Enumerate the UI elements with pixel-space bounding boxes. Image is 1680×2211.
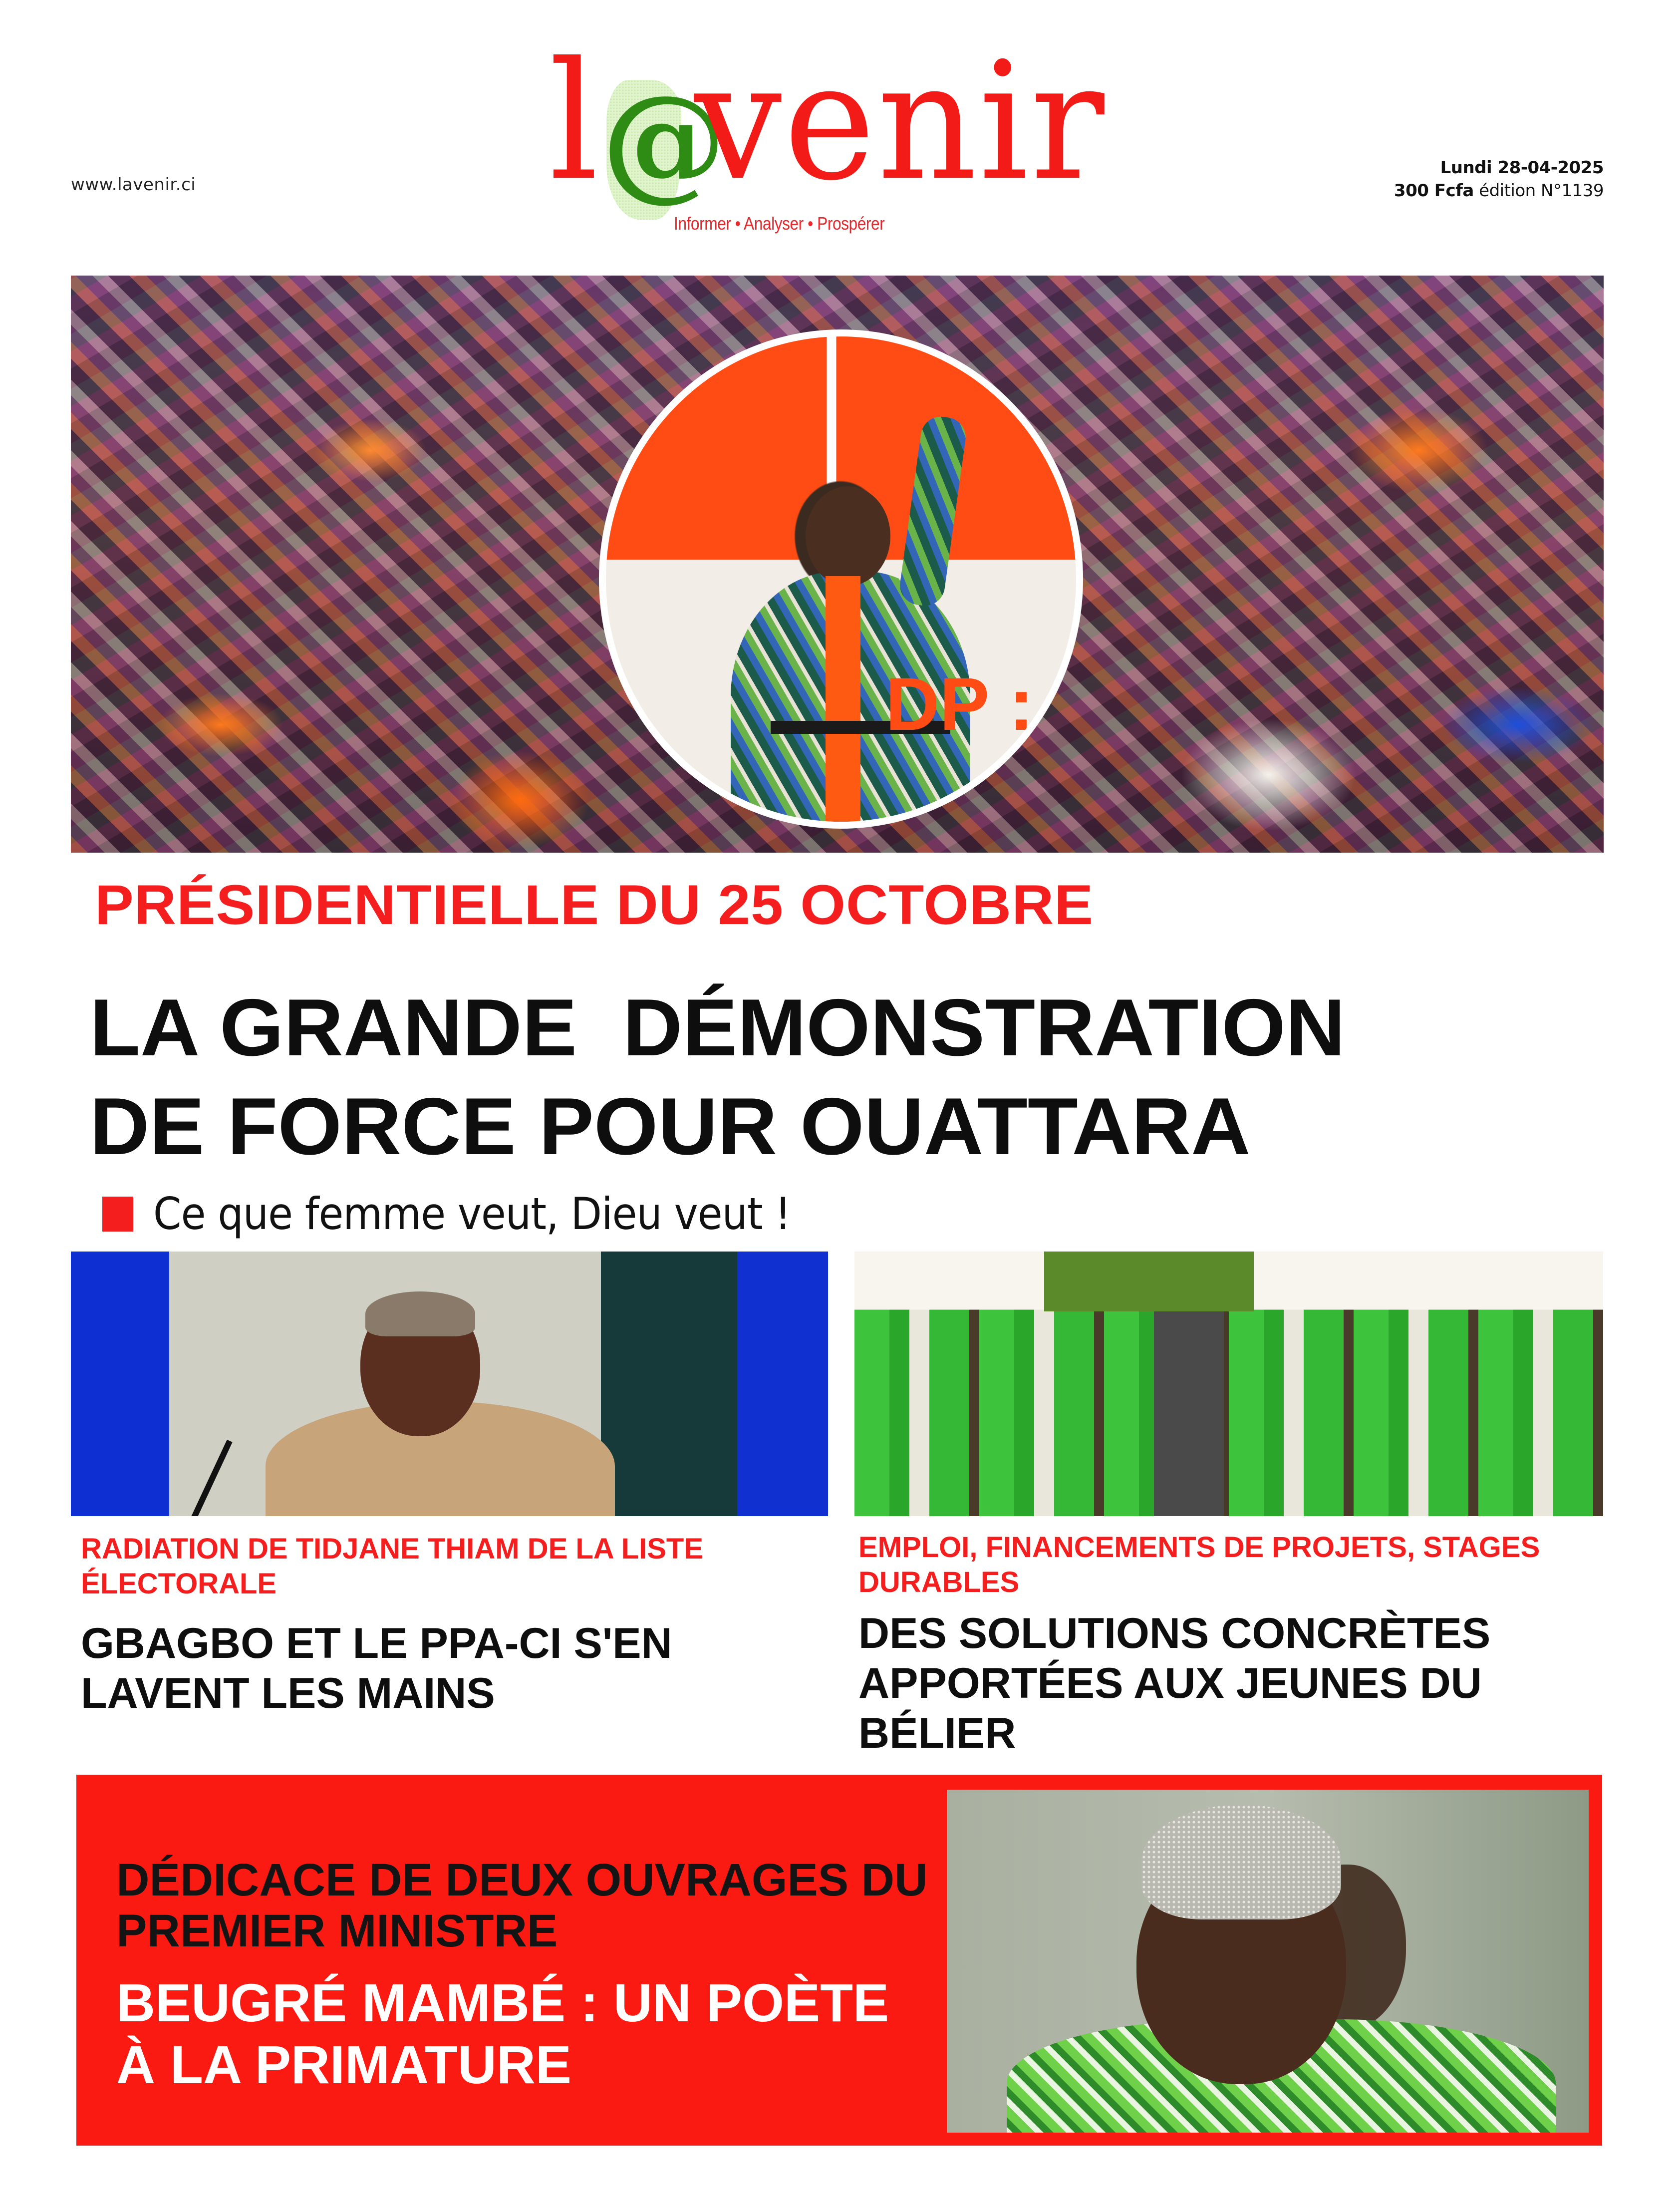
issue-date: Lundi 28-04-2025 [1440,158,1604,178]
orange-scarf [826,576,860,829]
promo-photo[interactable] [947,1790,1589,2133]
price: 300 Fcfa [1394,181,1474,201]
masthead [0,0,1680,270]
logo-letters-venir: venir [694,27,1107,217]
story-photo-belier[interactable] [854,1252,1603,1516]
story-title[interactable]: GBAGBO ET LE PPA-CI S'EN LAVENT LES MAINS [81,1619,672,1717]
story-title[interactable]: DES SOLUTIONS CONCRÈTES APPORTÉES AUX JEUNES DU BÉLIER [858,1609,1491,1757]
man-in-suit [1154,1311,1224,1516]
lead-subhead [102,1189,846,1239]
lead-subhead-text: Ce que femme veut, Dieu veut ! [153,1188,791,1240]
logo-letter-l: l [549,27,601,217]
promo-title[interactable]: BEUGRÉ MAMBÉ : UN POÈTE À LA PRIMATURE [116,1972,889,2095]
edition-info [1394,156,1604,202]
edition-number: édition N°1139 [1479,181,1604,201]
hero-photo[interactable] [71,276,1604,853]
story-photo-gbagbo[interactable] [71,1252,828,1516]
trees-background [1044,1252,1254,1311]
figure-hair [365,1291,475,1336]
square-bullet-icon [102,1197,133,1232]
logo-at-sign: @ [601,67,727,214]
promo-box-beugre-mambe[interactable] [76,1775,1602,2146]
microphone-icon [185,1440,232,1516]
raised-arm [897,414,968,609]
tagline: Informer • Analyser • Prospérer [674,213,885,234]
banner-text: DP : [885,662,1034,746]
lead-headline-line-2: DE FORCE POUR OUATTARA [90,1081,1251,1172]
speaker-head [806,486,890,586]
lead-headline[interactable] [90,978,1345,1176]
lead-kicker: PRÉSIDENTIELLE DU 25 OCTOBRE [95,874,1094,936]
story-kicker: EMPLOI, FINANCEMENTS DE PROJETS, STAGES DURABLES [858,1531,1540,1598]
hero-inset-photo[interactable] [599,329,1083,829]
newspaper-logo[interactable] [549,27,1107,217]
story-kicker: RADIATION DE TIDJANE THIAM DE LA LISTE ÉLECTORALE [81,1533,703,1600]
lead-headline-line-1: LA GRANDE DÉMONSTRATION [90,982,1346,1073]
promo-kicker: DÉDICACE DE DEUX OUVRAGES DU PREMIER MINISTRE [116,1855,928,1956]
logo-at-icon [597,50,727,214]
price-edition-line [1394,179,1604,202]
site-url[interactable]: www.lavenir.ci [71,175,196,195]
white-hair [1141,1805,1341,1919]
